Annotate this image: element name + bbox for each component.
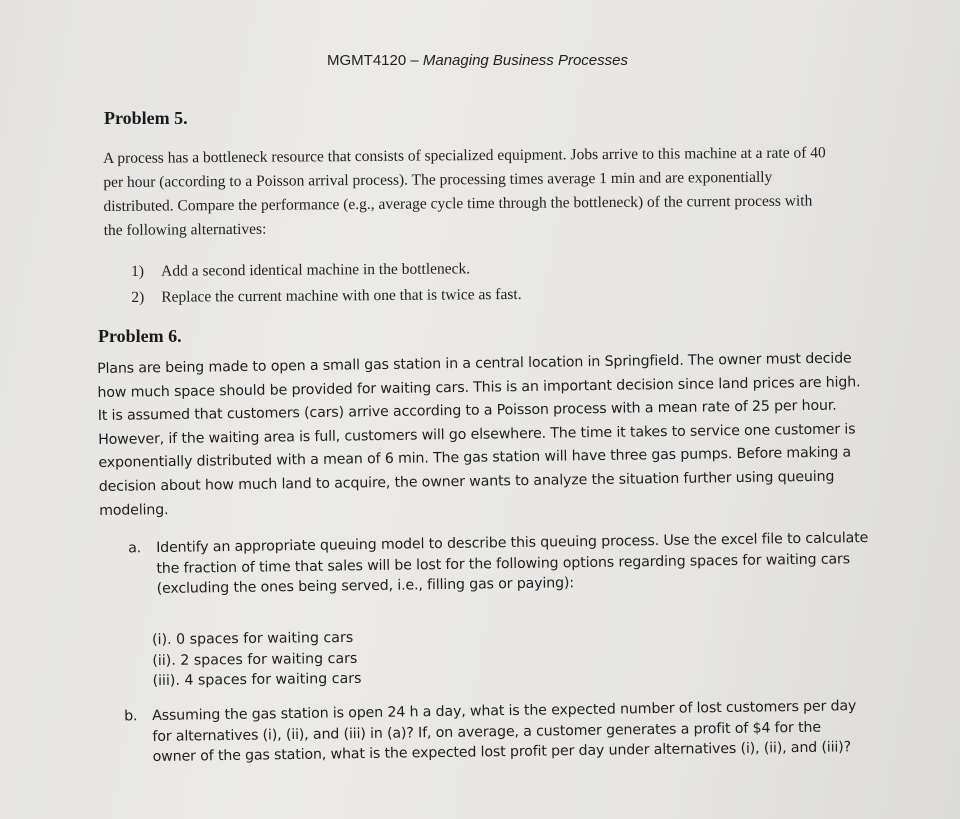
problem-5-alternatives (131, 256, 522, 311)
course-header (327, 52, 628, 69)
problem-5-heading: Problem 5. (104, 108, 188, 128)
part-b-line: Assuming the gas station is open 24 h a day, what is the expected number of lost customers per day (152, 698, 857, 724)
problem-5-line: the following alternatives: (103, 220, 267, 239)
part-a-options (152, 628, 362, 692)
list-text: Replace the current machine with one that is twice as fast. (161, 285, 522, 306)
problem-5-line: per hour (according to a Poisson arrival process). The processing times average 1 min and are exponentially (103, 168, 773, 191)
problem-5-line: distributed. Compare the performance (e.g., average cycle time through the bottleneck) of the current process with (103, 192, 813, 215)
option-item: (iii). 4 spaces for waiting cars (152, 670, 362, 689)
problem-6-line: decision about how much land to acquire, the owner wants to analyze the situation further using queuing (98, 468, 835, 495)
list-number: 2) (131, 288, 145, 306)
problem-6-line: modeling. (99, 501, 169, 519)
part-a (128, 528, 869, 599)
problem-6-line: exponentially distributed with a mean of 6 min. The gas station will have three gas pumps. Before making a (98, 444, 852, 472)
option-item: (ii). 2 spaces for waiting cars (152, 650, 358, 669)
course-title: Managing Business Processes (422, 52, 628, 69)
list-text: Add a second identical machine in the bottleneck. (161, 260, 471, 280)
problem-5-line: A process has a bottleneck resource that consists of specialized equipment. Jobs arrive to this machine at a rate of 40 (103, 144, 826, 167)
part-b-line: for alternatives (i), (ii), and (iii) in (a)? If, on average, a customer generates a profit of $4 for the (152, 719, 821, 745)
part-a-line: Identify an appropriate queuing model to describe this queuing process. Use the excel file to calculate (156, 530, 869, 556)
part-a-line: the fraction of time that sales will be lost for the following options regarding spaces for waiting cars (156, 550, 851, 577)
problem-6-line: However, if the waiting area is full, customers will go elsewhere. The time it takes to service one customer is (98, 421, 856, 448)
problem-6-line: Plans are being made to open a small gas station in a central location in Springfield. The owner must decide (97, 350, 852, 377)
course-code: MGMT4120 – (327, 52, 423, 69)
problem-5-text (103, 141, 826, 243)
option-item: (i). 0 spaces for waiting cars (152, 629, 354, 648)
list-item (131, 256, 521, 285)
part-a-marker: a. (128, 540, 142, 557)
problem-6-text (97, 347, 862, 523)
list-item (131, 282, 521, 311)
problem-6-line: It is assumed that customers (cars) arrive according to a Poisson process with a mean rate of 25 per hour. (97, 397, 837, 425)
part-b-line: owner of the gas station, what is the expected lost profit per day under alternatives (i), (ii), and (iii)? (152, 739, 852, 765)
problem-6-heading: Problem 6. (98, 326, 182, 346)
part-b (124, 696, 857, 767)
list-number: 1) (131, 262, 145, 280)
part-a-line: (excluding the ones being served, i.e., filling gas or paying): (156, 575, 575, 597)
problem-6-line: how much space should be provided for waiting cars. This is an important decision since land prices are high. (97, 373, 861, 401)
part-b-marker: b. (124, 708, 138, 725)
